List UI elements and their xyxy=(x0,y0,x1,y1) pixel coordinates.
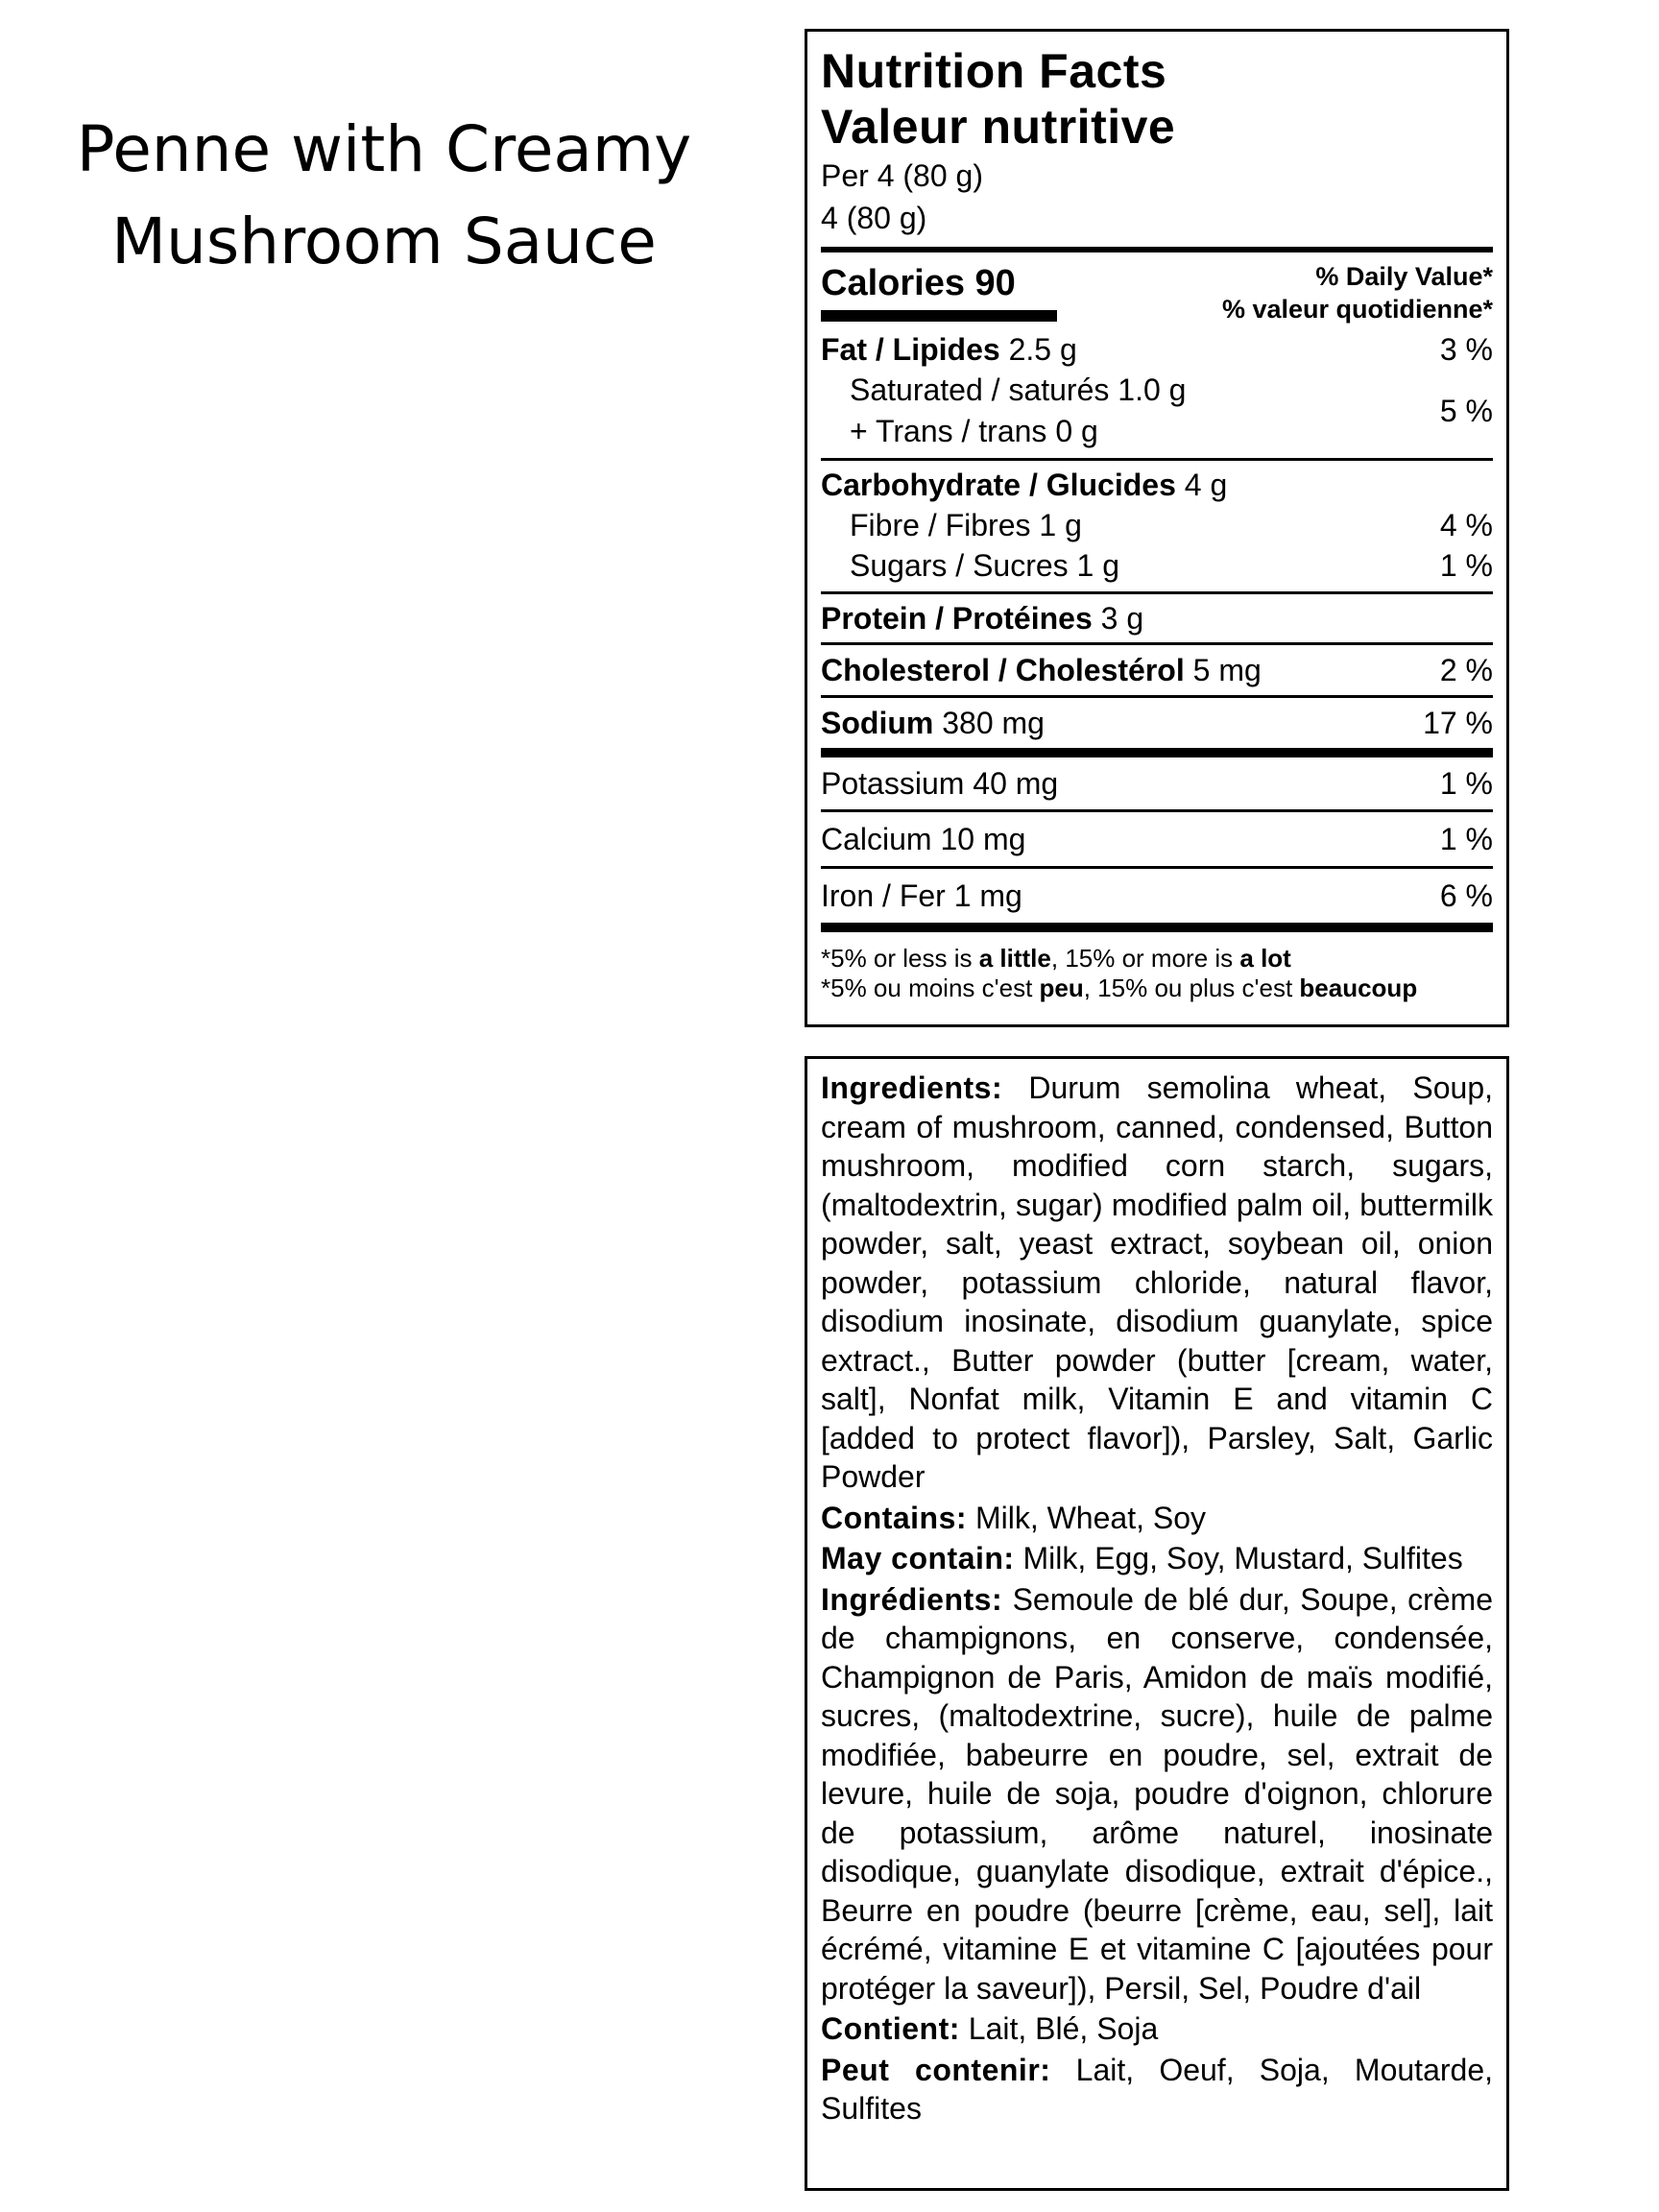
daily-value-header xyxy=(1222,260,1493,325)
ingredients-en-label: Ingredients: xyxy=(821,1070,1003,1105)
sodium-pct: 17 % xyxy=(1423,706,1493,740)
footnote-en-text: *5% or less is xyxy=(821,944,979,973)
ingredients-en-text: Durum semolina wheat, Soup, cream of mushroom, canned, condensed, Button mushroom, modified corn starch, sugars,(maltodextrin, sugar) modified palm oil, buttermilk powder, salt, yeast extract, soybean oil, onion powder, potassium chloride, natural flavor, disodium inosinate, disodium guanylate, spice extract., Butter powder (butter [cream, water, salt], Nonfat milk, Vitamin E and vitamin C [added to protect flavor]), Parsley, Salt, Garlic Powder xyxy=(821,1070,1494,1494)
nutrition-heading-fr: Valeur nutritive xyxy=(821,100,1176,154)
calories-underline xyxy=(821,310,1057,322)
ingredients-fr xyxy=(821,1580,1493,2008)
product-title-line2: Mushroom Sauce xyxy=(111,204,657,278)
ingredients-en xyxy=(821,1069,1493,1497)
contient-fr xyxy=(821,2009,1493,2049)
cholesterol-amount: 5 mg xyxy=(1192,653,1262,687)
sodium-row xyxy=(821,698,1493,748)
sugars-text: Sugars / Sucres 1 g xyxy=(850,548,1120,583)
protein-label: Protein / Protéines xyxy=(821,601,1093,636)
contains-text: Milk, Wheat, Soy xyxy=(974,1500,1206,1535)
protein-amount: 3 g xyxy=(1100,601,1144,636)
calcium-pct: 1 % xyxy=(1439,822,1493,856)
footnote-fr-bold: beaucoup xyxy=(1299,974,1418,1002)
fat-pct: 3 % xyxy=(1439,332,1493,367)
calcium-row xyxy=(821,812,1493,866)
daily-value-fr: % valeur quotidienne* xyxy=(1221,295,1493,324)
footnote xyxy=(821,932,1493,1003)
may-contain-label: May contain: xyxy=(821,1541,1015,1575)
potassium-pct: 1 % xyxy=(1439,766,1493,801)
footnote-fr-text: *5% ou moins c'est xyxy=(821,974,1040,1002)
iron-row xyxy=(821,869,1493,923)
footnote-fr xyxy=(821,974,1493,1003)
footnote-en-bold: a lot xyxy=(1239,944,1291,973)
saturated-trans-group xyxy=(821,370,1493,452)
saturated-trans-pct: 5 % xyxy=(1439,393,1493,428)
calories-row xyxy=(821,252,1493,325)
potassium-row xyxy=(821,757,1493,809)
footnote-fr-text: , 15% ou plus c'est xyxy=(1083,974,1300,1002)
product-title-line1: Penne with Creamy xyxy=(76,112,692,186)
peut-contenir-text: Lait, Oeuf, Soja, Moutarde, Sulfites xyxy=(821,2052,1494,2126)
cholesterol-row xyxy=(821,645,1493,695)
footnote-en-text: , 15% or more is xyxy=(1050,944,1240,973)
divider-thick xyxy=(821,923,1493,932)
carb-amount: 4 g xyxy=(1184,468,1228,502)
sugars-row xyxy=(821,545,1493,586)
carb-label: Carbohydrate / Glucides xyxy=(821,468,1176,502)
ingredients-panel xyxy=(805,1056,1509,2191)
sodium-label: Sodium xyxy=(821,706,934,740)
ingredients-fr-label: Ingrédients: xyxy=(821,1581,1003,1617)
ingredients-fr-text: Semoule de blé dur, Soupe, crème de champignons, en conserve, condensée, Champignon de Paris, Amidon de maïs modifié, sucres, (maltodextrine, sucre), huile de palme modifiée, babeurre en poudre, sel, extrait de levure, huile de soja, poudre d'oignon, chlorure de potassium, arôme naturel, inosinate disodique, guanylate disodique, extrait d'épice., Beurre en poudre (beurre [crème, eau, sel], lait écrémé, vitamine E et vitamine C [ajoutées pour protéger la saveur]), Persil, Sel, Poudre d'ail xyxy=(821,1581,1494,2006)
contains-en xyxy=(821,1499,1493,1538)
trans-text: + Trans / trans 0 g xyxy=(850,414,1098,448)
carbohydrate-row xyxy=(821,465,1493,505)
peut-contenir-label: Peut contenir: xyxy=(821,2052,1051,2087)
contient-text: Lait, Blé, Soja xyxy=(968,2011,1159,2046)
calcium-text: Calcium 10 mg xyxy=(821,822,1026,856)
may-contain-text: Milk, Egg, Soy, Mustard, Sulfites xyxy=(1022,1541,1463,1575)
sugars-pct: 1 % xyxy=(1439,548,1493,583)
divider-thick xyxy=(821,748,1493,757)
contains-label: Contains: xyxy=(821,1500,968,1535)
footnote-en-bold: a little xyxy=(978,944,1051,973)
nutrition-facts-panel xyxy=(805,29,1509,1027)
cholesterol-pct: 2 % xyxy=(1439,653,1493,687)
daily-value-en: % Daily Value* xyxy=(1315,262,1493,291)
protein-row xyxy=(821,594,1493,642)
contient-label: Contient: xyxy=(821,2011,960,2046)
product-title xyxy=(38,104,730,288)
calories-label: Calories 90 xyxy=(821,263,1016,303)
iron-pct: 6 % xyxy=(1439,878,1493,913)
fibre-row xyxy=(821,505,1493,545)
potassium-text: Potassium 40 mg xyxy=(821,766,1059,801)
saturated-text: Saturated / saturés 1.0 g xyxy=(850,373,1187,407)
footnote-en xyxy=(821,944,1493,974)
may-contain-en xyxy=(821,1539,1493,1578)
nutrition-heading-en: Nutrition Facts xyxy=(821,44,1167,98)
serving-size-fr: 4 (80 g) xyxy=(821,201,927,235)
iron-text: Iron / Fer 1 mg xyxy=(821,878,1022,913)
footnote-fr-bold: peu xyxy=(1039,974,1084,1002)
sodium-amount: 380 mg xyxy=(942,706,1045,740)
divider xyxy=(821,458,1493,461)
fat-amount: 2.5 g xyxy=(1008,332,1077,367)
fibre-pct: 4 % xyxy=(1439,508,1493,542)
serving-size-en: Per 4 (80 g) xyxy=(821,158,983,193)
fat-label: Fat / Lipides xyxy=(821,332,1000,367)
cholesterol-label: Cholesterol / Cholestérol xyxy=(821,653,1185,687)
fibre-text: Fibre / Fibres 1 g xyxy=(850,508,1082,542)
fat-row xyxy=(821,329,1493,370)
peut-contenir-fr xyxy=(821,2051,1493,2128)
